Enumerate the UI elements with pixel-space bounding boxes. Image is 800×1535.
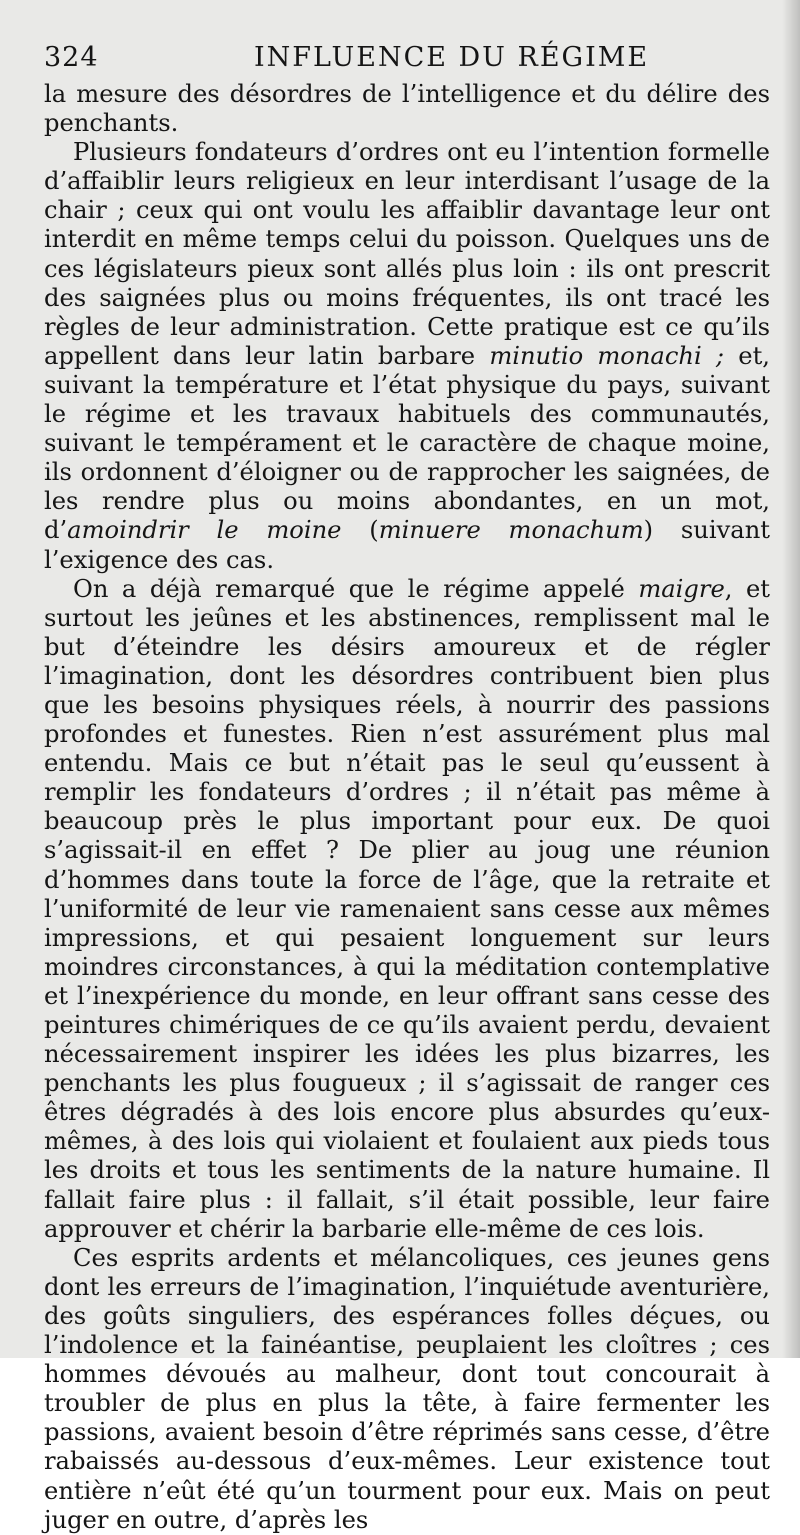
- italic-text: minutio monachi ;: [489, 341, 725, 370]
- running-head: INFLUENCE DU RÉGIME: [254, 42, 650, 73]
- paragraph: [44, 1244, 770, 1535]
- paragraph: [44, 575, 770, 1244]
- italic-text: maigre: [638, 574, 725, 603]
- paragraph-text: Ces esprits ardents et mélancoliques, ces jeunes gens dont les erreurs de l’imagination, l’inquiétude aventurière, des goûts singuliers, des espérances folles déçues, ou l’indolence et la fainéantise, peuplaient les cloîtres ; ces hommes dévoués au malheur, dont tout concourait à troubler de plus en plus la tête, à faire fermenter les passions, avaient besoin d’être réprimés sans cesse, d’être rabaissés au-dessous d’eux-mêmes. Leur existence tout entière n’eût été qu’un tourment pour eux. Mais on peut juger en outre, d’après les: [44, 1243, 770, 1534]
- italic-text: minuere monachum: [378, 516, 644, 545]
- paragraph-text: Plusieurs fondateurs d’ordres ont eu l’intention formelle d’affaiblir leurs religieux en leur interdisant l’usage de la chair ; ceux qui ont voulu les affaiblir davantage leur ont interdit en même temps celui du poisson. Quelques uns de ces législateurs pieux sont allés plus loin : ils ont prescrit des saignées plus ou moins fréquentes, ils ont tracé les règles de leur administration. Cette pratique est ce qu’ils appellent dans leur latin barbare: [44, 138, 770, 370]
- paragraph-text: (: [341, 516, 379, 545]
- paragraph-text: ) suivant l’exigence des cas.: [44, 516, 771, 574]
- paragraph: [44, 80, 770, 138]
- paragraph: [44, 138, 770, 574]
- paragraph-text: et, suivant la température et l’état physique du pays, suivant le régime et les travaux habituels des communautés, suivant le tempérament et le caractère de chaque moine, ils ordonnent d’éloigner ou de rapprocher les saignées, de les rendre plus ou moins abondantes, en un mot, d’: [44, 341, 771, 545]
- page-header: [44, 42, 744, 78]
- paragraph-text: , et surtout les jeûnes et les abstinences, remplissent mal le but d’éteindre les désirs amoureux et de régler l’imagination, dont les désordres contribuent bien plus que les besoins physiques réels, à nourrir des passions profondes et funestes. Rien n’est assurément plus mal entendu. Mais ce but n’était pas le seul qu’eussent à remplir les fondateurs d’ordres ; il n’était pas même à beaucoup près le plus important pour eux. De quoi s’agissait-il en effet ? De plier au joug une réunion d’hommes dans toute la force de l’âge, que la retraite et l’uniformité de leur vie ramenaient sans cesse aux mêmes impressions, et qui pesaient longuement sur leurs moindres circonstances, à qui la méditation contemplative et l’inexpérience du monde, en leur offrant sans cesse des peintures chimériques de ce qu’ils avaient perdu, devaient nécessairement inspirer les idées les plus bizarres, les penchants les plus fougueux ; il s’agissait de ranger ces êtres dégradés à des lois encore plus absurdes qu’eux-mêmes, à des lois qui violaient et foulaient aux pieds tous les droits et tous les sentiments de la nature humaine. Il fallait faire plus : il fallait, s’il était possible, leur faire approuver et chérir la barbarie elle-même de ces lois.: [44, 574, 770, 1243]
- italic-text: amoindrir le moine: [67, 516, 342, 545]
- page-number: 324: [44, 42, 99, 73]
- paragraph-text: la mesure des désordres de l’intelligence et du délire des penchants.: [44, 80, 770, 138]
- body-text: [44, 80, 770, 1535]
- paragraph-text: On a déjà remarqué que le régime appelé: [73, 574, 639, 603]
